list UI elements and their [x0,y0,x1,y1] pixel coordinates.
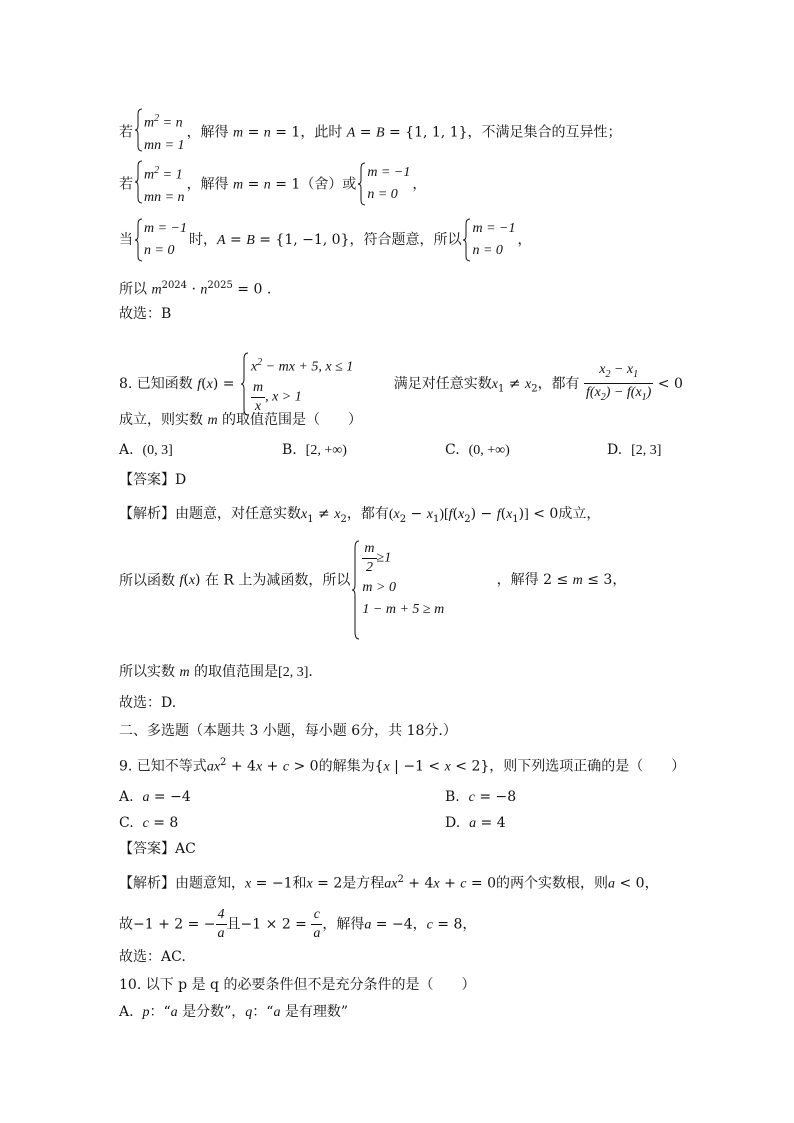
question-8-choose: 故选：D. [119,695,177,711]
question-9-analysis-2: 故−1 + 2 = − $\frac{4}{a}$ 且−1 × 2 = $\frac{c}{a}$ ，解得a = −4，c = 8， [119,907,477,941]
solution-line-2: 若 $m^2 = 1$ mn = n ，解得 m = n = 1（舍）或 m = −1 n = 0 ， [119,160,426,209]
question-8-answer: 【答案】D [119,472,187,488]
equation-system: m = −1 n = 0 [358,162,410,206]
option-d[interactable]: D. [2, 3] [607,442,662,458]
question-8-analysis-2: 所以函数 f(x) 在 R 上为减函数，所以 $\frac{m}{2}$ ≥1 m > 0 1 − m + 5 ≥ m ，解得 2 ≤ m ≤ 3， [119,540,626,621]
equation-system: $m^2 = n$ mn = 1 [135,108,185,157]
question-10-stem: 10. 以下 p 是 q 的必要条件但不是充分条件的是（ ） [119,977,476,993]
question-8-analysis-3: 所以实数 m 的取值范围是[2, 3]. [119,664,313,680]
solution-line-4: 所以 $m^{2024} \cdot n^{2025} = 0$ . [119,280,272,298]
question-9-analysis-1: 【解析】由题意知，x = −1和x = 2是方程$ax^2 + 4x + c = 0$的两个实数根，则a < 0， [119,874,659,892]
difference-quotient: $\frac{x_2 - x_1}{f(x_2) - f(x_1)}$ [586,361,652,404]
section-heading: 二、多选题（本题共 3 小题，每小题 6分，共 18分.） [119,723,457,739]
question-9-answer: 【答案】AC [119,841,196,857]
equation-system: m = −1 n = 0 [463,218,515,262]
option-b[interactable]: B. [2, +∞) [282,442,347,458]
inequality-system: $\frac{m}{2}$ ≥1 m > 0 1 − m + 5 ≥ m [352,540,444,621]
piecewise-function: $x^2$ − mx + 5, x ≤ 1 $\frac{m}{x}$ , x > 1 [241,352,353,416]
option-d[interactable]: D. a = 4 [445,815,506,831]
question-8-analysis-1: 【解析】由题意，对任意实数$x_1 \ne x_2$，都有$(x_2 - x_1)[f(x_2) - f(x_1)] < 0$成立， [119,506,601,525]
answer-choice-7: 故选：B [119,306,172,322]
option-c[interactable]: C. c = 8 [119,815,179,831]
equation-system: m = −1 n = 0 [135,218,187,262]
question-9-choose: 故选：AC. [119,949,186,965]
option-a[interactable]: A. (0, 3] [119,442,173,458]
solution-line-3: 当 m = −1 n = 0 时，A = B = {1, −1, 0}，符合题意，所以 m = −1 n = 0 ， [119,218,532,262]
question-9-stem: 9. 已知不等式$ax^2 + 4x + c > 0$的解集为{x | −1 < x < 2}，则下列选项正确的是（ ） [119,757,686,775]
question-8-stem: 8. 已知函数 f(x) = $x^2$ − mx + 5, x ≤ 1 $\frac{m}{x}$ , x > 1 满足对任意实数$x_1 \ne x_2$，都有 $\frac{x_2 - x_1}{f(x_2) - f(x_1)}$ < 0 [119,352,683,416]
option-c[interactable]: C. (0, +∞) [445,442,510,458]
solution-line-1: 若 $m^2 = n$ mn = 1 ，解得 m = n = 1，此时 A = B = {1, 1, 1}，不满足集合的互异性； [119,108,622,157]
question-8-stem-cont: 成立，则实数 m 的取值范围是（ ） [119,412,363,428]
question-10-option-a[interactable]: A. p：“a 是分数”，q：“a 是有理数” [119,1004,349,1020]
equation-system: $m^2 = 1$ mn = n [135,160,185,209]
option-b[interactable]: B. c = −8 [445,789,517,805]
option-a[interactable]: A. a = −4 [119,789,191,805]
